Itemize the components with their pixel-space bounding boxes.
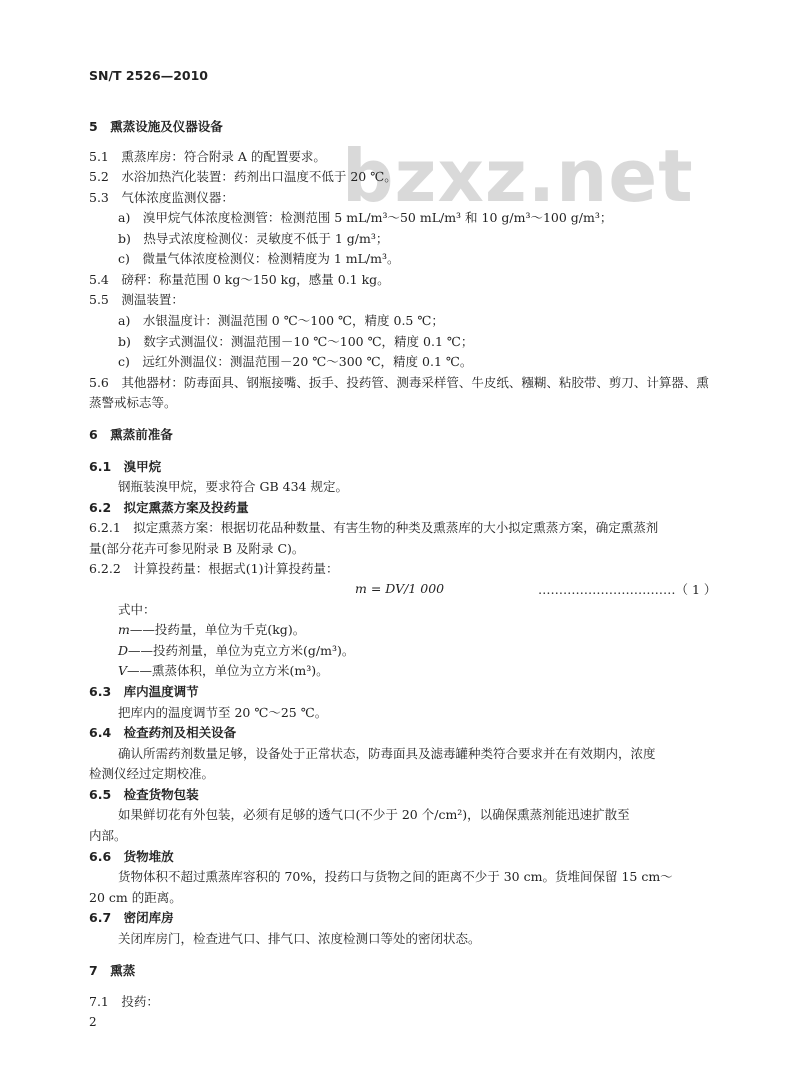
text-line: 蒸警戒标志等。 bbox=[89, 395, 177, 410]
text-line: b) 热导式浓度检测仪：灵敏度不低于 1 g/m³； bbox=[118, 231, 389, 246]
text-line: 6.2.1 拟定熏蒸方案：根据切花品种数量、有害生物的种类及熏蒸库的大小拟定熏蒸方案，确定熏蒸剂 bbox=[89, 520, 659, 535]
text-line: 20 cm 的距离。 bbox=[89, 890, 182, 905]
variable-symbol: D bbox=[118, 643, 129, 658]
variable-v bbox=[118, 662, 329, 680]
text-line: 5.1 熏蒸库房：符合附录 A 的配置要求。 bbox=[89, 149, 326, 164]
text-line: a) 水银温度计：测温范围 0 ℃～100 ℃，精度 0.5 ℃； bbox=[118, 313, 444, 328]
text-line: b) 数字式测温仪：测温范围－10 ℃～100 ℃，精度 0.1 ℃； bbox=[118, 334, 474, 349]
formula: m = DV/1 000 bbox=[355, 581, 445, 596]
text-line: 如果鲜切花有外包装，必须有足够的透气口(不少于 20 个/cm²)，以确保熏蒸剂能迅速扩散至 bbox=[118, 807, 630, 822]
text-line: 6.4 检查药剂及相关设备 bbox=[89, 725, 237, 740]
text-line: 检测仪经过定期校准。 bbox=[89, 766, 215, 781]
text-line: 量(部分花卉可参见附录 B 及附录 C)。 bbox=[89, 541, 305, 556]
text-line: 确认所需药剂数量足够，设备处于正常状态，防毒面具及滤毒罐种类符合要求并在有效期内，浓度 bbox=[118, 746, 656, 761]
text-line: 7.1 投药： bbox=[89, 994, 159, 1009]
page-number: 2 bbox=[89, 1015, 97, 1029]
text-line: 5.4 磅秤：称量范围 0 kg～150 kg，感量 0.1 kg。 bbox=[89, 272, 390, 287]
text-line: 5.2 水浴加热汽化装置：药剂出口温度不低于 20 ℃。 bbox=[89, 169, 397, 184]
text-line: 5.6 其他器材：防毒面具、钢瓶接嘴、扳手、投药管、测毒采样管、牛皮纸、糨糊、粘胶带、剪刀、计算器、熏 bbox=[89, 375, 709, 390]
text-line: 6 熏蒸前准备 bbox=[89, 427, 173, 442]
text-line: c) 微量气体浓度检测仪：检测精度为 1 mL/m³。 bbox=[118, 251, 400, 266]
text-line: 5.5 测温装置： bbox=[89, 292, 184, 307]
variable-m bbox=[118, 621, 305, 639]
text-line: c) 远红外测温仪：测温范围－20 ℃～300 ℃，精度 0.1 ℃。 bbox=[118, 354, 473, 369]
text-line: 钢瓶装溴甲烷，要求符合 GB 434 规定。 bbox=[118, 479, 348, 494]
text-line: 内部。 bbox=[89, 828, 127, 843]
variable-desc: ——熏蒸体积，单位为立方米(m³)。 bbox=[127, 663, 329, 678]
text-line: 6.5 检查货物包装 bbox=[89, 787, 199, 802]
variable-desc: ——投药量，单位为千克(kg)。 bbox=[129, 622, 306, 637]
text-line: 6.2 拟定熏蒸方案及投药量 bbox=[89, 500, 249, 515]
formula-number: ……………………………（ 1 ） bbox=[538, 582, 717, 597]
text-line: 5.3 气体浓度监测仪器： bbox=[89, 190, 234, 205]
standard-code-header: SN/T 2526—2010 bbox=[89, 68, 208, 83]
text-line: 式中： bbox=[118, 602, 156, 617]
watermark: bzxz.net bbox=[342, 134, 694, 218]
text-line: 7 熏蒸 bbox=[89, 963, 136, 978]
text-line: 关闭库房门，检查进气口、排气口、浓度检测口等处的密闭状态。 bbox=[118, 931, 481, 946]
text-line: 货物体积不超过熏蒸库容积的 70%，投药口与货物之间的距离不少于 30 cm。货堆间保留 15 cm～ bbox=[118, 869, 673, 884]
text-line: 6.7 密闭库房 bbox=[89, 910, 174, 925]
text-line: 6.6 货物堆放 bbox=[89, 849, 174, 864]
variable-symbol: V bbox=[118, 663, 128, 678]
text-line: 6.1 溴甲烷 bbox=[89, 459, 162, 474]
text-line: 6.3 库内温度调节 bbox=[89, 684, 199, 699]
text-line: a) 溴甲烷气体浓度检测管：检测范围 5 mL/m³～50 mL/m³ 和 10 g/m³～100 g/m³； bbox=[118, 210, 613, 225]
variable-d bbox=[118, 642, 354, 660]
text-line: 把库内的温度调节至 20 ℃～25 ℃。 bbox=[118, 705, 328, 720]
variable-desc: ——投药剂量，单位为克立方米(g/m³)。 bbox=[128, 643, 355, 658]
variable-symbol: m bbox=[118, 622, 130, 637]
text-line: 6.2.2 计算投药量：根据式(1)计算投药量： bbox=[89, 561, 339, 576]
text-line: 5 熏蒸设施及仪器设备 bbox=[89, 119, 223, 134]
